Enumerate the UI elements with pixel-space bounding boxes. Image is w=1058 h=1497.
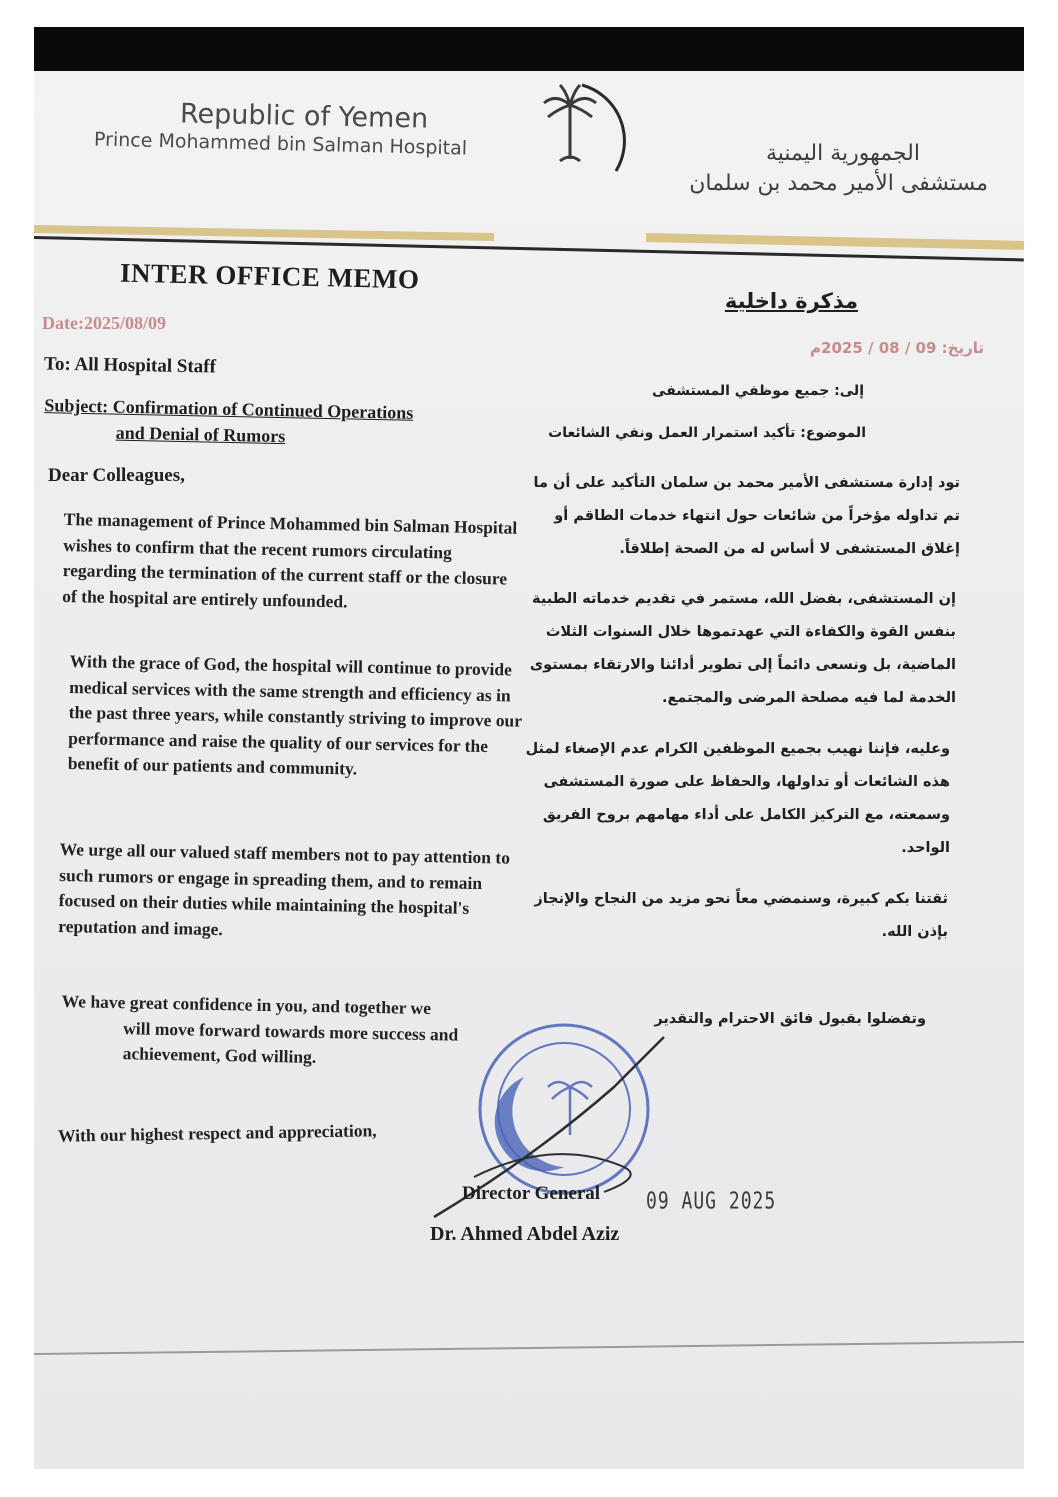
paragraph-2-ar: إن المستشفى، بفضل الله، مستمر في تقديم خدماته الطبية بنفس القوة والكفاءة التي عهدتموها خلال السنوات الثلاث الماضية، بل ونسعى دائماً إلى تطوير أدائنا والارتقاء بمستوى الخدمة لما فيه مصلحة المرضى والمجتمع. (529, 591, 956, 706)
subject-line-1: Subject: Confirmation of Continued Operations (44, 395, 414, 423)
signatory-name: Dr. Ahmed Abdel Aziz (430, 1223, 620, 1245)
memo-recipient-en: To: All Hospital Staff (43, 353, 217, 378)
paragraph-4-rest: will move forward towards more success and achievement, God willing. (122, 1017, 459, 1067)
paragraph-3-ar: وعليه، فإننا نهيب بجميع الموظفين الكرام عدم الإصغاء لمثل هذه الشائعات أو تداولها، والحفاظ على صورة المستشفى وسمعته، مع التركيز الكامل على أداء مهامهم بروح الفريق الواحد. (525, 741, 950, 856)
subject-line-2: and Denial of Rumors (115, 422, 286, 447)
footer-divider (34, 1341, 1024, 1355)
memo-title-ar: مذكرة داخلية (724, 289, 858, 313)
paragraph-3-en: We urge all our valued staff members not to pay attention to such rumors or engage in spreading them, and to remain focused on their duties while maintaining the hospital's reputation and image. (58, 838, 511, 939)
paragraph-1-ar: تود إدارة مستشفى الأمير محمد بن سلمان التأكيد على أن ما تم تداوله مؤخراً من شائعات حول انتهاء خدمات الطاقم أو إغلاق المستشفى لا أساس له من الصحة إطلاقاً. (533, 475, 960, 557)
header-country-en: Republic of Yemen (179, 98, 429, 135)
hospital-logo (496, 71, 644, 203)
top-black-bar (34, 27, 1024, 71)
memo-page (34, 71, 1024, 1469)
memo-date-en: Date:2025/08/09 (42, 313, 166, 333)
salutation-en: Dear Colleagues, (48, 465, 185, 486)
signatory-title: Director General (462, 1183, 601, 1204)
memo-title-en: INTER OFFICE MEMO (119, 257, 420, 295)
closing-ar: وتفضلوا بقبول فائق الاحترام والتقدير (654, 1011, 926, 1027)
header-country-ar: الجمهورية اليمنية (765, 141, 920, 166)
paragraph-4-line-1: We have great confidence in you, and together we (61, 990, 432, 1019)
header-gold-bar-right (646, 233, 1024, 250)
closing-en: With our highest respect and appreciation, (57, 1120, 377, 1146)
memo-date-ar: تاريخ: 09 / 08 / 2025م (810, 339, 984, 357)
header-hospital-ar: مستشفى الأمير محمد بن سلمان (689, 171, 988, 196)
paragraph-1-en: The management of Prince Mohammed bin Salman Hospital wishes to confirm that the recent rumors circulating regarding the termination of the current staff or the closure of the hospital are entirely unfounded. (62, 508, 518, 611)
header-hospital-en: Prince Mohammed bin Salman Hospital (93, 128, 468, 160)
stamp-date: 09 AUG 2025 (646, 1187, 777, 1216)
memo-subject-ar: الموضوع: تأكيد استمرار العمل ونفي الشائعات (548, 425, 866, 441)
paragraph-2-en: With the grace of God, the hospital will continue to provide medical services with the same strength and efficiency as in the past three years, while constantly striving to improve our performance and raise the quality of our services for the benefit of our patients and community. (67, 650, 522, 779)
memo-subject-en (44, 392, 515, 454)
paragraph-4-ar: ثقتنا بكم كبيرة، وسنمضي معاً نحو مزيد من النجاح والإنجاز بإذن الله. (534, 891, 948, 940)
memo-recipient-ar: إلى: جميع موظفي المستشفى (652, 383, 864, 399)
